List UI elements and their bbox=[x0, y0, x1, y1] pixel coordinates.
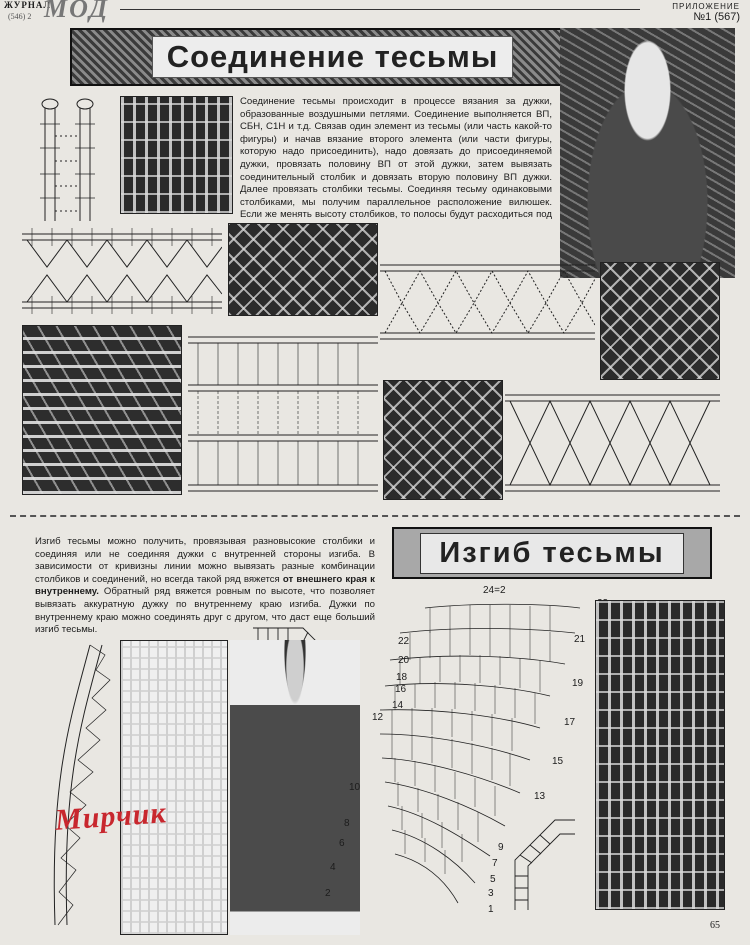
section2-text-after: Обратный ряд вяжется ровным по высоте, что позволяет вывязать аккуратную дужку по внутреннему краю изгиба. Дужки по внутреннему краю можно соединять друг с другом, что даст еще больший изгиб тесьмы. bbox=[35, 586, 375, 636]
row-number-4: 4 bbox=[330, 862, 336, 873]
joining-diagram-horizontal-1 bbox=[22, 222, 222, 317]
section2-title: Изгиб тесьмы bbox=[420, 533, 683, 574]
section2-text-before: Изгиб тесьмы можно получить, провязывая разновысокие столбики и соединяя или не соединяя дужки с внутренней стороны изгиба. В зависимости от кривизны линии можно вывязать разные комбинации столбиков и соединений, но всегда такой ряд вяжется bbox=[35, 536, 375, 585]
bend-lace-photo-right bbox=[595, 600, 725, 910]
issue-number: №1 (567) bbox=[693, 11, 740, 23]
row-number-21: 21 bbox=[574, 634, 586, 645]
section2-text-bold: от внешнего края к внутреннему. bbox=[35, 573, 375, 598]
section-title: Соединение тесьмы bbox=[152, 36, 514, 78]
row-number-7: 7 bbox=[492, 858, 498, 869]
row-number-22: 22 bbox=[398, 636, 410, 647]
row-number-18: 18 bbox=[396, 672, 408, 683]
row-number-13: 13 bbox=[534, 791, 546, 802]
issue-info bbox=[672, 2, 740, 23]
row-number-10: 10 bbox=[349, 782, 361, 793]
brand-small: ЖУРНАЛ bbox=[4, 0, 52, 10]
row-number-6: 6 bbox=[339, 838, 345, 849]
section-separator bbox=[10, 515, 740, 517]
row-number-1: 1 bbox=[488, 904, 494, 915]
row-number-8: 8 bbox=[344, 818, 350, 829]
header-rule bbox=[120, 9, 640, 10]
row-number-3: 3 bbox=[488, 888, 494, 899]
joining-diagram-horizontal-2 bbox=[380, 255, 595, 350]
bend-corner-diagram bbox=[510, 800, 580, 915]
lace-sample-photo-4 bbox=[22, 325, 182, 495]
bend-lace-photo bbox=[120, 640, 228, 935]
row-number-14: 14 bbox=[392, 700, 404, 711]
section2-title-banner bbox=[392, 527, 712, 579]
row-number-15: 15 bbox=[552, 756, 564, 767]
row-number-12: 12 bbox=[372, 712, 384, 723]
issue-left: (546) 2 bbox=[8, 12, 32, 21]
designer-signature: Мирчик bbox=[53, 796, 168, 837]
row-number-17: 17 bbox=[564, 717, 576, 728]
section-title-banner bbox=[70, 28, 595, 86]
magazine-brand bbox=[4, 0, 110, 23]
lace-sample-photo-3 bbox=[600, 262, 720, 380]
row-number-19: 19 bbox=[572, 678, 584, 689]
row-number-20: 20 bbox=[398, 655, 410, 666]
joining-diagram-vertical-2 bbox=[188, 325, 378, 500]
page-number: 65 bbox=[710, 920, 720, 931]
lace-sample-photo-2 bbox=[228, 223, 378, 316]
section-label: ПРИЛОЖЕНИЕ bbox=[672, 2, 740, 11]
section1-text: Соединение тесьмы происходит в процессе вязания за дужки, образованные воздушными петлями. Соединение выполняется ВП, СБН, С1Н и т.д. Связав один элемент из тесьмы (или часть какой-то фигуры) и начав вязание второго элемента (или части фигуры, которую надо присоединить), надо довязать до присоединяемой дужки, провязать половину ВП от этой дужки, затем вывязать соединительный столбик и довязать вторую половину ВП дужки. Далее провязать столбики тесьмы. Соединяя тесьму одинаковыми столбиками, мы получим параллельное расположение вилюшек. Если же менять высоту столбиков, то полосы будут расходиться под bbox=[240, 96, 552, 221]
row-number-5: 5 bbox=[490, 874, 496, 885]
row-number-9: 9 bbox=[498, 842, 504, 853]
bend-curve-diagram bbox=[30, 640, 115, 930]
shawl-model-photo bbox=[560, 28, 735, 278]
row-number-2: 2 bbox=[325, 888, 331, 899]
brand-logo: МОД bbox=[44, 0, 110, 23]
diagram-note: 24=2 bbox=[483, 585, 506, 596]
lace-sample-photo-1 bbox=[120, 96, 233, 214]
joining-diagram-horizontal-3 bbox=[505, 385, 720, 500]
joining-diagram-vertical bbox=[30, 96, 115, 226]
row-number-16: 16 bbox=[395, 684, 407, 695]
lace-sample-photo-5 bbox=[383, 380, 503, 500]
